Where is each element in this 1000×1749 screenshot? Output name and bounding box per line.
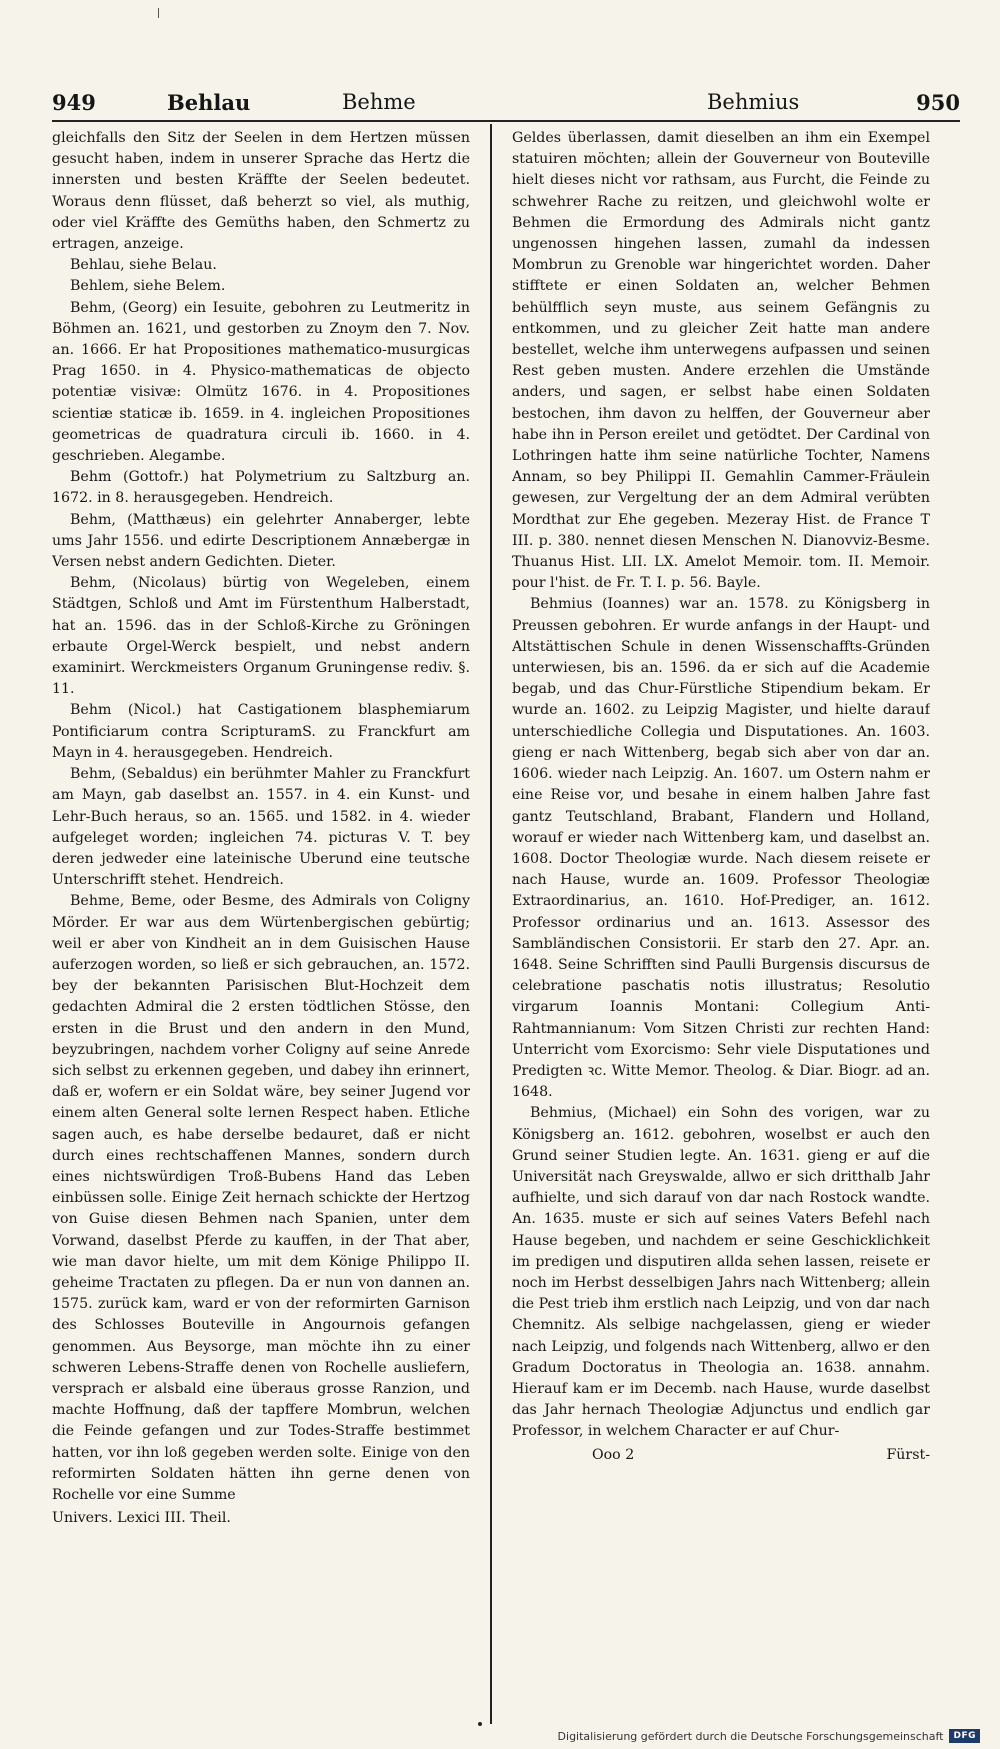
right-footer bbox=[512, 1445, 930, 1466]
entry-paragraph: Behlau, siehe Belau. bbox=[70, 257, 217, 274]
page-number-left: 949 bbox=[52, 90, 96, 115]
right-column bbox=[512, 128, 930, 1718]
signature-mark: Univers. Lexici III. Theil. bbox=[52, 1510, 231, 1527]
entry-paragraph: Behm, (Nicolaus) bürtig von Wegeleben, einem Städtgen, Schloß und Amt im Fürstenthum Halberstadt, hat an. 1596. das in der Schloß-Kirche zu Gröningen erbaute Orgel-Werck bespielt, und nebst andern examinirt. Werckmeisters Organum Gruningense rediv. §. 11. bbox=[52, 575, 470, 698]
entry-paragraph: Geldes überlassen, damit dieselben an ihm ein Exempel statuiren möchten; allein der Gouverneur von Bouteville hielt dieses nicht vor rathsam, aus Furcht, die Feinde zu schwehrer Rache zu reitzen, und gleichwohl wolte er Behmen die Ermordung des Admirals nicht gantz ungenossen hingehen lassen, zumahl da indessen Mombrun zu Grenoble war hingerichtet worden. Daher stifftete er einen Soldaten an, welcher Behmen behülfflich seyn muste, aus seinem Gefängnis zu entkommen, und zu gleicher Zeit hatte man andere bestellet, welche ihm unterwegens aufpassen und seinen Rest geben musten. Andere erzehlen die Umstände anders, und sagen, er selbst habe einen Soldaten bestochen, ihm davon zu helffen, der Gouverneur aber habe ihn in Person ereilet und getödtet. Der Cardinal von Lothringen hatte ihm seine natürliche Tochter, Namens Annam, so bey Philippi II. Gemahlin Cammer-Fräulein gewesen, zur Vergeltung der an dem Admiral verübten Mordthat zur Ehe gegeben. Mezeray Hist. de France T III. p. 380. nennet diesen Menschen N. Dianovviz-Besme. Thuanus Hist. LII. LX. Amelot Memoir. tom. II. Memoir. pour l'hist. de Fr. T. I. p. 56. Bayle. bbox=[512, 130, 930, 592]
entry-paragraph: gleichfalls den Sitz der Seelen in dem Hertzen müssen gesucht haben, indem in unserer Sprache das Hertz die innersten und besten Kräffte der Seelen bedeutet. Woraus denn flüsset, daß beherzt so viel, als muthig, oder viel Kräffte des Gemüths haben, den Schmertz zu ertragen, anzeige. bbox=[52, 130, 470, 253]
page-number-right: 950 bbox=[916, 90, 960, 115]
entry-paragraph: Behmius, (Michael) ein Sohn des vorigen, war zu Königsberg an. 1612. gebohren, woselbst er auch den Grund seiner Studien legte. An. 1631. gieng er auf die Universität nach Greyswalde, allwo er sich dritthalb Jahr aufhielte, und sich darauf von dar nach Rostock wandte. An. 1635. muste er sich auf seines Vaters Befehl nach Hause begeben, und nachdem er seine Geschicklichkeit im predigen und disputiren allda sehen lassen, reisete er noch im Herbst desselbigen Jahrs nach Wittenberg; allein die Pest trieb ihm erstlich nach Leipzig, und von dar nach Chemnitz. Als selbige nachgelassen, gieng er wieder nach Leipzig, und folgends nach Wittenberg, allwo er den Gradum Doctoratus in Theologia an. 1638. annahm. Hierauf kam er im Decemb. nach Hause, wurde daselbst das Jahr hernach Theologiæ Adjunctus und endlich gar Professor, in welchem Character er auf Chur- bbox=[512, 1105, 930, 1440]
entry-paragraph: Behm, (Sebaldus) ein berühmter Mahler zu Franckfurt am Mayn, gab daselbst an. 1557. in 4. ein Kunst- und Lehr-Buch heraus, so an. 1565. und 1582. in 4. wieder aufgeleget worden; ingleichen 74. picturas V. T. bey deren jedweder eine lateinische Uberund eine teutsche Unterschrifft stehet. Hendreich. bbox=[52, 766, 470, 889]
entry-paragraph: Behlem, siehe Belem. bbox=[70, 278, 226, 295]
running-header bbox=[52, 86, 960, 122]
entry-paragraph: Behmius (Ioannes) war an. 1578. zu Königsberg in Preussen gebohren. Er wurde anfangs in der Haupt- und Altstättischen Schule in denen Wissenschaffts-Gründen unterwiesen, bis an. 1596. da er sich auf die Academie begab, und das Chur-Fürstliche Stipendium bekam. Er wurde an. 1602. zu Leipzig Magister, und hielte darauf unterschiedliche Collegia und Disputationes. An. 1603. gieng er nach Wittenberg, begab sich aber von dar an. 1606. wieder nach Leipzig. An. 1607. um Ostern nahm er eine Reise vor, und besahe in einem halben Jahre fast gantz Teutschland, Brabant, Flandern und Holland, worauf er wieder nach Wittenberg kam, und daselbst an. 1608. Doctor Theologiæ wurde. Nach diesem reisete er nach Hause, wurde an. 1609. Professor Theologiæ Extraordinarius, an. 1610. Hof-Prediger, an. 1612. Professor ordinarius und an. 1613. Assessor des Sambländischen Consistorii. Er starb den 27. Apr. an. 1648. Seine Schrifften sind Paulli Burgensis discursus de celebratione paschatis notis illustratus; Resolutio virgarum Ioannis Montani: Collegium Anti-Rahtmannianum: Vom Sitzen Christi zur rechten Hand: Unterricht vom Exorcismo: Sehr viele Disputationes und Predigten ꝛc. Witte Memor. Theolog. & Diar. Biogr. ad an. 1648. bbox=[512, 596, 930, 1101]
column-divider bbox=[490, 124, 492, 1724]
entry-paragraph: Behm (Gottofr.) hat Polymetrium zu Saltzburg an. 1672. in 8. herausgegeben. Hendreich. bbox=[52, 469, 470, 507]
ink-dot bbox=[478, 1722, 482, 1726]
entry-paragraph: Behm, (Matthæus) ein gelehrter Annaberger, lebte ums Jahr 1556. und edirte Descriptionem Annæbergæ in Versen nebst andern Gedichten. Dieter. bbox=[52, 511, 470, 571]
signature-mark: Ooo 2 bbox=[592, 1446, 635, 1463]
entry-paragraph: Behm (Nicol.) hat Castigationem blasphemiarum Pontificiarum contra ScripturamS. zu Franckfurt am Mayn in 4. herausgegeben. Hendreich. bbox=[52, 702, 470, 761]
margin-mark bbox=[158, 8, 159, 18]
digitization-credit bbox=[558, 1729, 980, 1743]
credit-text: Digitalisierung gefördert durch die Deutsche Forschungsgemeinschaft bbox=[557, 1729, 944, 1743]
header-keyword-3: Behmius bbox=[707, 90, 800, 114]
header-keyword-2: Behme bbox=[342, 90, 416, 114]
entry-paragraph: Behm, (Georg) ein Iesuite, gebohren zu Leutmeritz in Böhmen an. 1621, und gestorben zu Znoym den 7. Nov. an. 1666. Er hat Propositiones mathematico-musurgicas Prag 1650. in 4. Physico-mathematicas de objecto potentiæ visivæ: Olmütz 1676. in 4. Propositiones scientiæ staticæ ib. 1659. in 4. ingleichen Propositiones geometricas de quadratura circuli ib. 1660. in 4. geschrieben. Alegambe. bbox=[52, 299, 470, 465]
header-keyword-1: Behlau bbox=[167, 90, 251, 115]
left-column bbox=[52, 128, 470, 1718]
left-footer bbox=[52, 1508, 470, 1529]
entry-paragraph: Behme, Beme, oder Besme, des Admirals von Coligny Mörder. Er war aus dem Würtenbergischen gebürtig; weil er aber von Kindheit an in dem Guisischen Hause auferzogen worden, so ließ er sich gebrauchen, an. 1572. bey der bekannten Parisischen Blut-Hochzeit dem gedachten Admiral die 2 ersten tödtlichen Stösse, den ersten in die Brust und den andern in den Mund, beyzubringen, nachdem vorher Coligny auf seine Anrede sich selbst zu erkennen gegeben, und dabey ihn erinnert, daß er, wofern er ein Soldat wäre, bey seiner Jugend vor einem alten General solte lernen Respect haben. Etliche sagen auch, es habe derselbe bedauret, daß er nicht durch eines rechtschaffenen Mannes, sondern durch eines nichtswürdigen Troß-Bubens Hand das Leben einbüssen solle. Einige Zeit hernach schickte der Hertzog von Guise diesen Behmen nach Spanien, unter dem Vorwand, daselbst Pferde zu kauffen, in der That aber, wie man davor hielte, um mit dem Könige Philippo II. geheime Tractaten zu pflegen. Da er nun von dannen an. 1575. zurück kam, ward er von der reformirten Garnison des Schlosses Bouteville in Angournois gefangen genommen. Aus Beysorge, man möchte ihn zu einer schweren Lebens-Straffe denen von Rochelle ausliefern, versprach er alsbald eine überaus grosse Ranzion, und machte Hoffnung, daß der tapffere Mombrun, welchen die Feinde gefangen und zur Todes-Straffe bestimmet hatten, vor ihn loß gegeben werden solte. Einige von den reformirten Soldaten hätten ihn gerne denen von Rochelle vor eine Summe bbox=[52, 893, 470, 1503]
dfg-logo: DFG bbox=[949, 1729, 980, 1743]
catchword: Fürst- bbox=[886, 1446, 930, 1463]
